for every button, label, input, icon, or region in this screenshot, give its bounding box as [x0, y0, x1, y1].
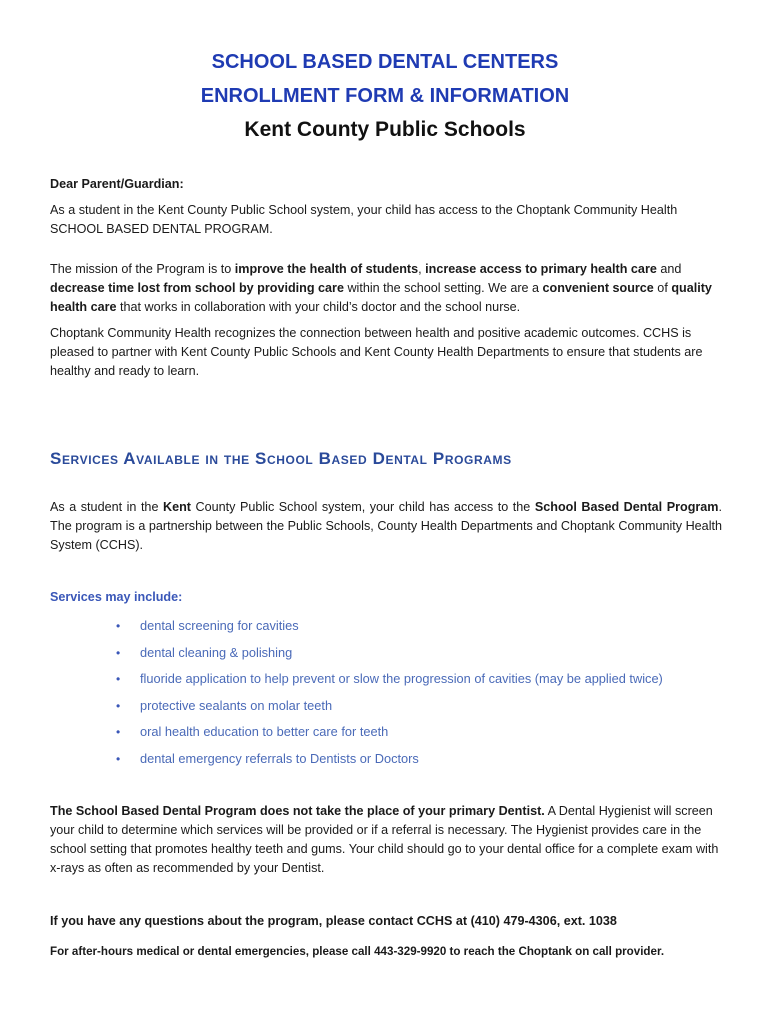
mission-text-6: that works in collaboration with your child’s doctor and the school nurse. — [116, 300, 521, 314]
intro-bold-1: Kent — [162, 500, 191, 514]
paragraph-partnership: Choptank Community Health recognizes the connection between health and positive academic outcomes. CCHS is pleased to partner with Kent County Public Schools and Kent County Health Departments to ensure that students are healthy and ready to learn. — [50, 326, 703, 378]
intro-bold-2: School Based Dental Program — [534, 500, 719, 514]
mission-bold-2: increase access to primary health care — [425, 262, 657, 276]
mission-text-1: The mission of the Program is to — [50, 262, 235, 276]
title-enrollment: ENROLLMENT FORM & INFORMATION — [200, 85, 570, 107]
bullet-icon: • — [116, 725, 121, 740]
contact-questions: If you have any questions about the program, please contact CCHS at (410) 479-4306, ext. 1038 — [50, 914, 617, 928]
service-label: dental screening for cavities — [140, 618, 299, 633]
mission-text-5: of — [653, 281, 672, 295]
paragraph-hygienist-notice — [50, 802, 722, 878]
bullet-icon: • — [116, 751, 121, 766]
mission-text-2: , — [418, 262, 426, 276]
service-label: oral health education to better care for teeth — [140, 724, 389, 740]
contact-after-hours: For after-hours medical or dental emergencies, please call 443-329-9920 to reach the Choptank on call provider. — [50, 945, 665, 958]
intro-text-1: As a student in the — [50, 500, 163, 514]
paragraph-access: As a student in the Kent County Public School system, your child has access to the Choptank Community Health SCHOOL BASED DENTAL PROGRAM. — [50, 203, 678, 236]
list-item — [112, 719, 663, 746]
bullet-icon: • — [116, 698, 121, 713]
service-label: fluoride application to help prevent or slow the progression of cavities (may be applied twice) — [140, 671, 663, 687]
bullet-icon: • — [116, 672, 121, 687]
services-may-include-label: Services may include: — [50, 590, 183, 604]
bullet-icon: • — [116, 645, 121, 660]
notice-text: A Dental Hygienist will screen your child to determine which services will be provided or if a referral is necessary. The Hygienist provides care in the school setting that promotes healthy teeth and gums. Your child should go to your dental office for a complete exam with x-rays as often as recommended by your Dentist. — [50, 804, 719, 875]
intro-text-3: . The program is a partnership between the Public Schools, County Health Departments and Choptank Community Health System (CCHS). — [50, 500, 722, 552]
service-label: dental emergency referrals to Dentists or Doctors — [140, 750, 419, 766]
greeting: Dear Parent/Guardian: — [50, 177, 184, 191]
mission-bold-1: improve the health of students — [234, 262, 419, 276]
bullet-icon: • — [116, 619, 121, 633]
list-item — [112, 666, 663, 693]
service-label: dental cleaning & polishing — [140, 644, 293, 660]
service-label: protective sealants on molar teeth — [140, 697, 333, 713]
title-school-district: Kent County Public Schools — [244, 118, 526, 141]
services-list — [112, 613, 663, 773]
mission-bold-5: quality health care — [50, 281, 712, 314]
list-item — [112, 613, 663, 640]
list-item — [112, 693, 663, 720]
paragraph-services-intro — [50, 498, 722, 555]
intro-text-2: County Public School system, your child has access to the — [190, 500, 535, 514]
list-item — [112, 640, 663, 667]
mission-bold-3: decrease time lost from school by providing care — [50, 281, 344, 295]
mission-text-3: and — [656, 262, 682, 276]
title-centers: SCHOOL BASED DENTAL CENTERS — [211, 51, 559, 73]
section-heading-services: Services Available in the School Based Dental Programs — [50, 449, 512, 468]
mission-bold-4: convenient source — [542, 281, 654, 295]
mission-text-4: within the school setting. We are a — [343, 281, 543, 295]
paragraph-mission — [50, 260, 722, 317]
notice-bold: The School Based Dental Program does not take the place of your primary Dentist. — [50, 804, 545, 818]
list-item — [112, 746, 663, 773]
